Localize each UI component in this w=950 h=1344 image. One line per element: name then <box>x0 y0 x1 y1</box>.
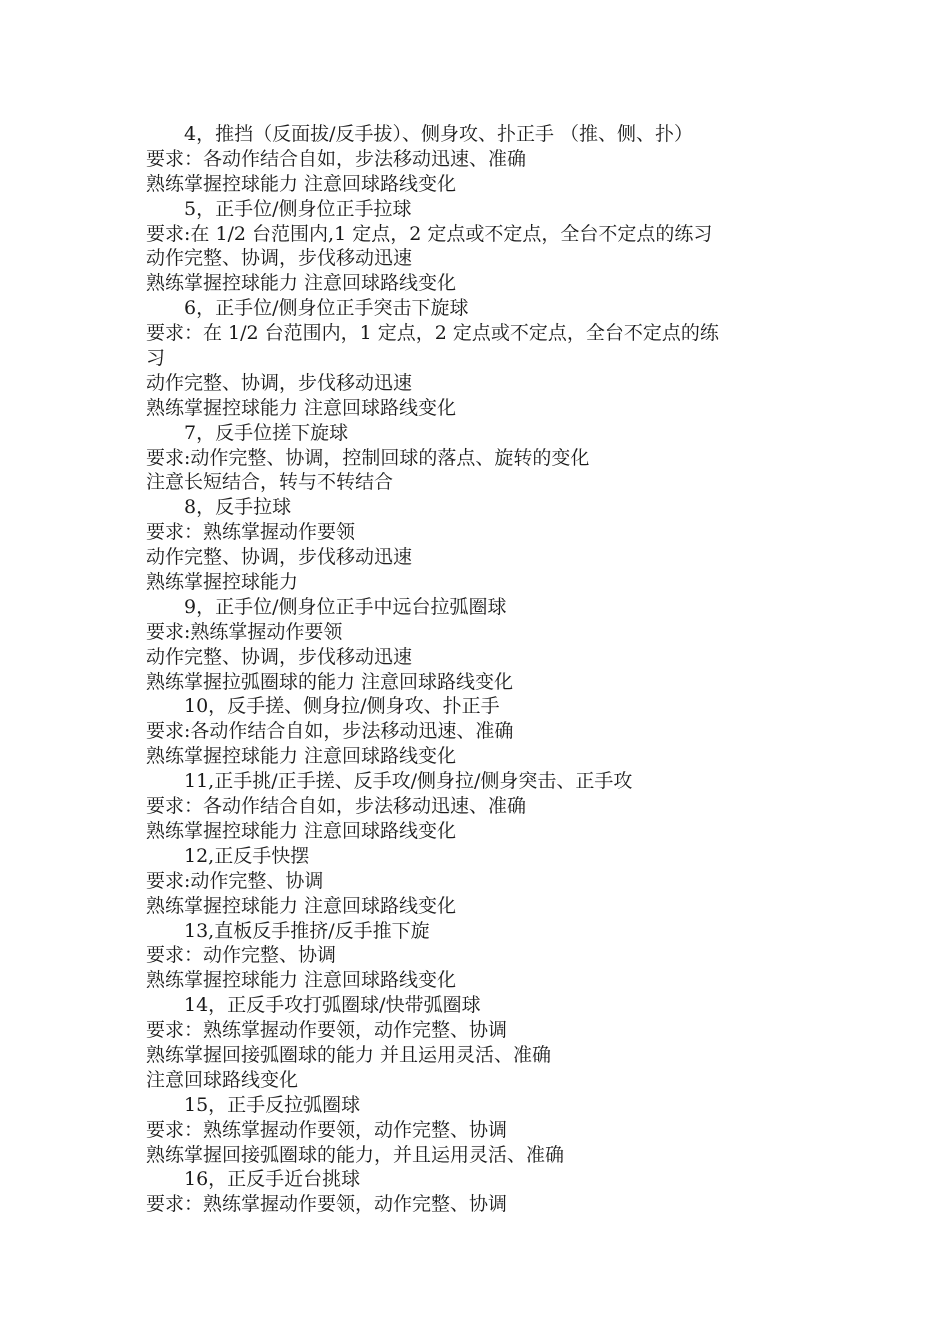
paragraph-line: 熟练掌握控球能力 注意回球路线变化 <box>146 745 457 768</box>
paragraph-line: 熟练掌握控球能力 注意回球路线变化 <box>146 396 457 419</box>
paragraph-line: 动作完整、协调，步伐移动迅速 <box>146 371 413 394</box>
paragraph-line: 要求：熟练掌握动作要领，动作完整、协调 <box>146 1118 508 1141</box>
section-heading: 16，正反手近台挑球 <box>184 1168 361 1191</box>
paragraph-line: 熟练掌握控球能力 注意回球路线变化 <box>146 819 457 842</box>
paragraph-line: 熟练掌握控球能力 注意回球路线变化 <box>146 272 457 295</box>
paragraph-line: 要求：各动作结合自如，步法移动迅速、准确 <box>146 795 527 818</box>
paragraph-line: 要求：各动作结合自如，步法移动迅速、准确 <box>146 147 527 170</box>
paragraph-line: 熟练掌握控球能力 <box>146 571 299 594</box>
paragraph-line: 要求：在 1/2 台范围内，1 定点，2 定点或不定点，全台不定点的练 <box>146 322 719 345</box>
section-heading: 6，正手位/侧身位正手突击下旋球 <box>184 297 469 320</box>
paragraph-line: 动作完整、协调，步伐移动迅速 <box>146 645 413 668</box>
section-heading: 4，推挡（反面拔/反手拔）、侧身攻、扑正手 （推、侧、扑） <box>184 123 694 145</box>
section-heading: 9，正手位/侧身位正手中远台拉弧圈球 <box>184 595 507 618</box>
paragraph-line: 要求：熟练掌握动作要领，动作完整、协调 <box>146 1019 508 1042</box>
section-heading: 8，反手拉球 <box>184 496 292 519</box>
paragraph-line: 熟练掌握拉弧圈球的能力 注意回球路线变化 <box>146 670 514 693</box>
paragraph-line: 要求：熟练掌握动作要领，动作完整、协调 <box>146 1193 508 1216</box>
paragraph-line: 动作完整、协调，步伐移动迅速 <box>146 546 413 569</box>
section-heading: 10，反手搓、侧身拉/侧身攻、扑正手 <box>184 695 500 718</box>
paragraph-line: 要求:熟练掌握动作要领 <box>146 620 343 643</box>
section-heading: 15，正手反拉弧圈球 <box>184 1093 361 1116</box>
paragraph-line: 动作完整、协调，步伐移动迅速 <box>146 247 413 270</box>
paragraph-line: 熟练掌握控球能力 注意回球路线变化 <box>146 172 457 195</box>
paragraph-line: 要求:动作完整、协调，控制回球的落点、旋转的变化 <box>146 446 590 469</box>
paragraph-line: 要求:在 1/2 台范围内,1 定点，2 定点或不定点，全台不定点的练习 <box>146 222 713 245</box>
paragraph-line: 要求:各动作结合自如，步法移动迅速、准确 <box>146 720 514 743</box>
section-heading: 14，正反手攻打弧圈球/快带弧圈球 <box>184 994 481 1017</box>
paragraph-line: 注意长短结合，转与不转结合 <box>146 471 394 494</box>
section-heading: 5，正手位/侧身位正手拉球 <box>184 197 412 220</box>
document-body <box>146 122 826 1217</box>
section-heading: 13,直板反手推挤/反手推下旋 <box>184 919 430 942</box>
paragraph-line: 熟练掌握回接弧圈球的能力 并且运用灵活、准确 <box>146 1043 552 1066</box>
paragraph-line: 要求：动作完整、协调 <box>146 944 337 967</box>
paragraph-line: 注意回球路线变化 <box>146 1068 299 1091</box>
paragraph-line: 习 <box>146 347 166 370</box>
section-heading: 11,正手挑/正手搓、反手攻/侧身拉/侧身突击、正手攻 <box>184 770 633 793</box>
section-heading: 7，反手位搓下旋球 <box>184 421 349 444</box>
paragraph-line: 熟练掌握控球能力 注意回球路线变化 <box>146 969 457 992</box>
section-heading: 12,正反手快摆 <box>184 844 310 867</box>
paragraph-line: 要求：熟练掌握动作要领 <box>146 521 356 544</box>
paragraph-line: 要求:动作完整、协调 <box>146 869 324 892</box>
paragraph-line: 熟练掌握回接弧圈球的能力，并且运用灵活、准确 <box>146 1143 565 1166</box>
paragraph-line: 熟练掌握控球能力 注意回球路线变化 <box>146 894 457 917</box>
